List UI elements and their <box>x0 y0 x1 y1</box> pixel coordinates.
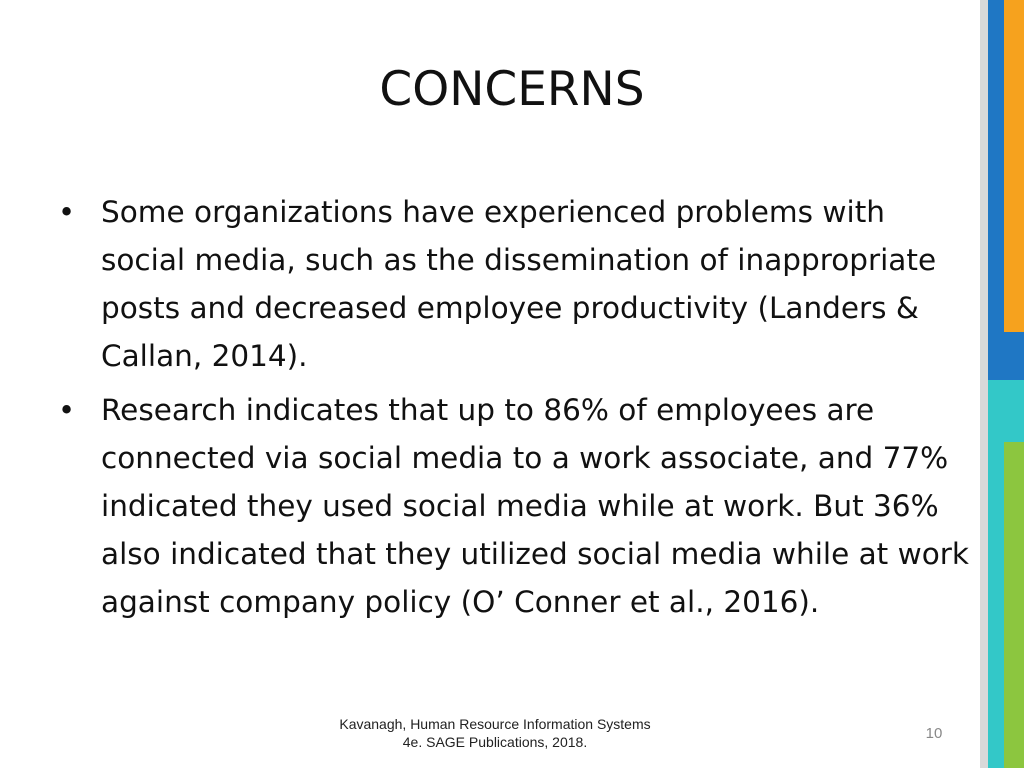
page-number: 10 <box>925 725 943 742</box>
bullet-item <box>58 188 978 380</box>
bullet-text: Some organizations have experienced problems with social media, such as the dissemination of inappropriate posts and decreased employee productivity (Landers & Callan, 2014). <box>101 195 937 373</box>
slide-title: CONCERNS <box>379 62 645 117</box>
slide-content <box>58 188 978 632</box>
bullet-marker: • <box>58 393 76 427</box>
footer-source-line-1: Kavanagh, Human Resource Information Systems <box>339 716 651 732</box>
decorative-stripe-gray <box>980 0 988 768</box>
decorative-stripe-orange <box>1004 0 1024 332</box>
bullet-text: Research indicates that up to 86% of employees are connected via social media to a work associate, and 77% indicated they used social media while at work. But 36% also indicated that they utilized social media while at work against company policy (O’ Conner et al., 2016). <box>101 393 970 619</box>
bullet-item <box>58 386 978 626</box>
footer-source-line-2: 4e. SAGE Publications, 2018. <box>402 734 588 750</box>
footer-source <box>300 715 690 751</box>
bullet-marker: • <box>58 195 76 229</box>
decorative-stripe-green <box>1004 442 1024 768</box>
